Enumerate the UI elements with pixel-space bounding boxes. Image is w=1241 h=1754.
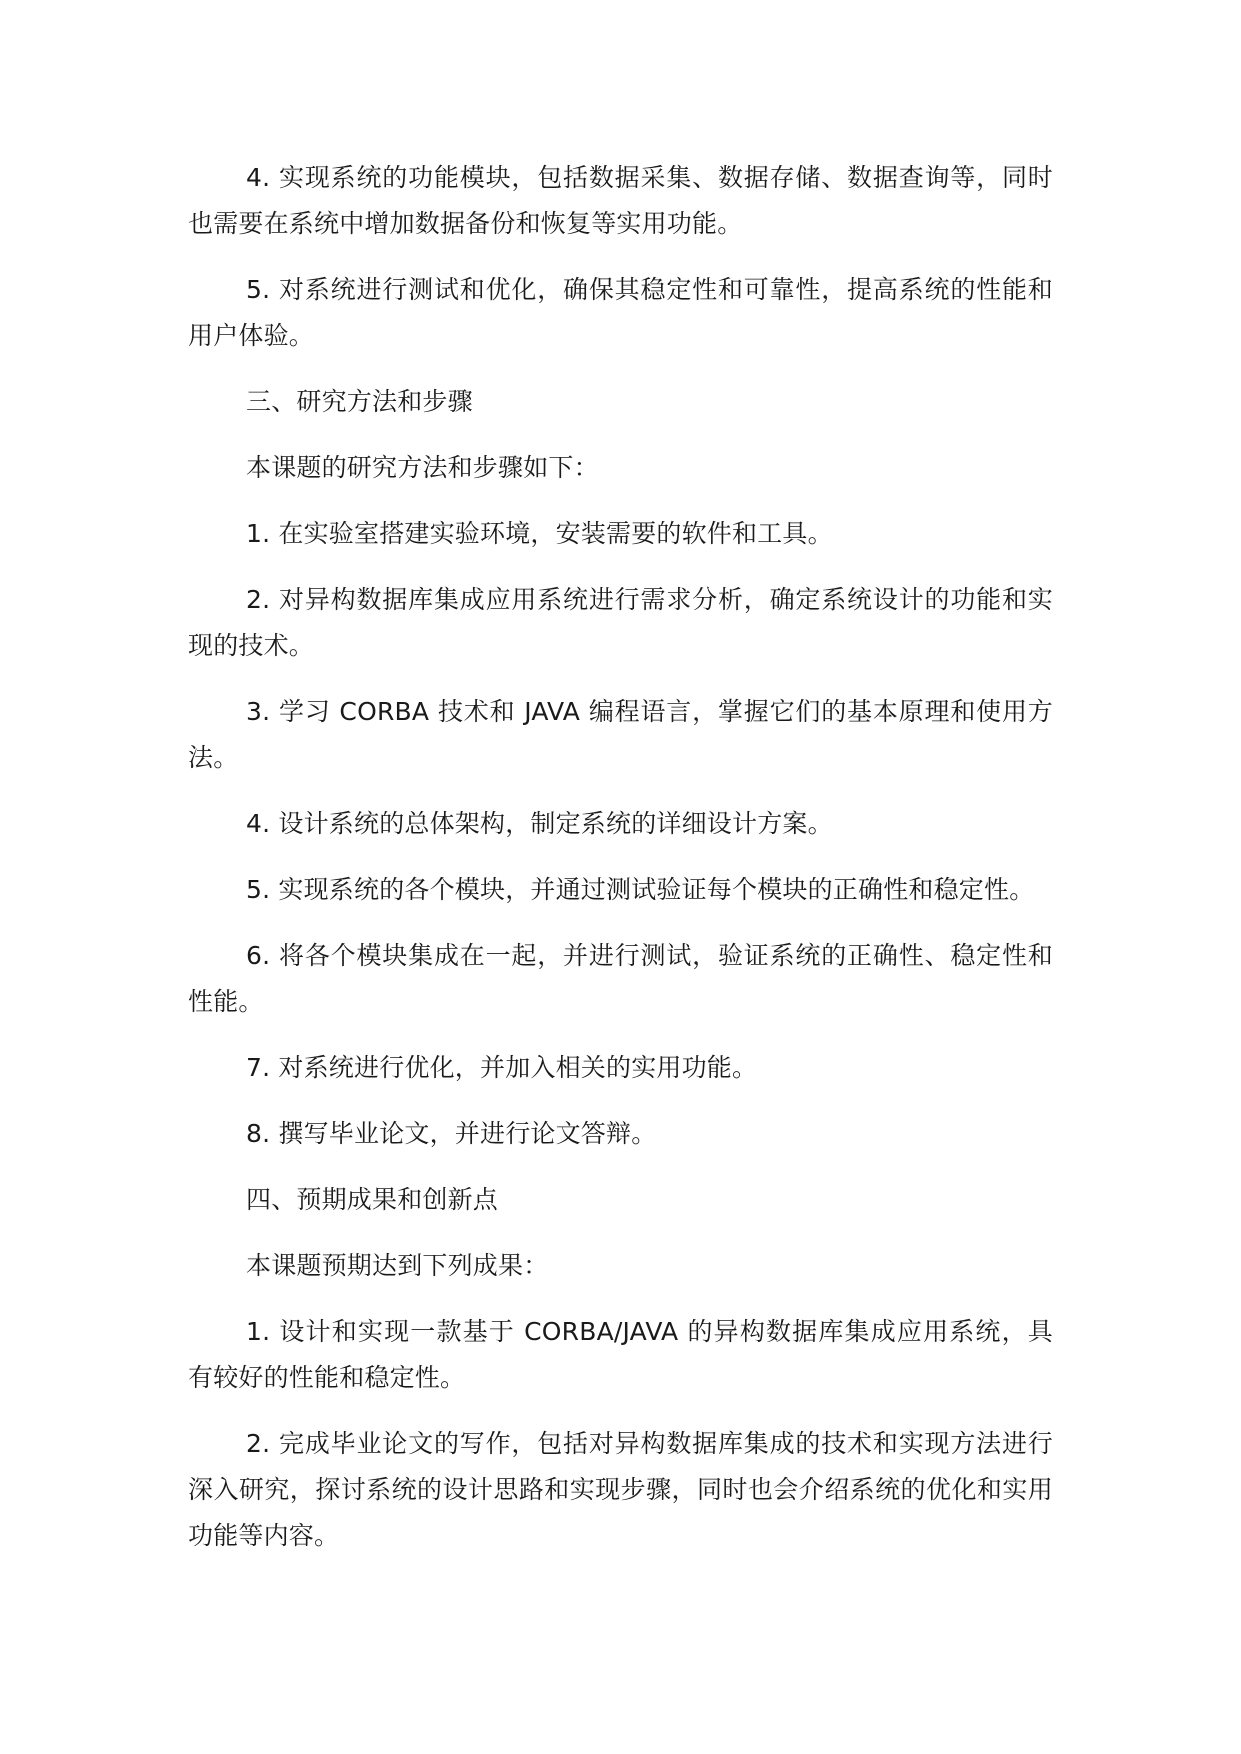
list-item: 2. 完成毕业论文的写作，包括对异构数据库集成的技术和实现方法进行深入研究，探讨系统的设计思路和实现步骤，同时也会介绍系统的优化和实用功能等内容。 — [188, 1429, 1053, 1550]
section-heading: 三、研究方法和步骤 — [246, 387, 473, 416]
list-item: 1. 在实验室搭建实验环境，安装需要的软件和工具。 — [246, 519, 833, 548]
paragraph: 本课题的研究方法和步骤如下： — [246, 453, 599, 482]
document-body — [188, 155, 1053, 1579]
section-heading: 四、预期成果和创新点 — [246, 1185, 499, 1214]
paragraph: 本课题预期达到下列成果： — [246, 1251, 549, 1280]
list-item: 8. 撰写毕业论文，并进行论文答辩。 — [246, 1119, 657, 1148]
list-item: 7. 对系统进行优化，并加入相关的实用功能。 — [246, 1053, 758, 1082]
list-item: 5. 实现系统的各个模块，并通过测试验证每个模块的正确性和稳定性。 — [246, 875, 1035, 904]
list-item: 4. 设计系统的总体架构，制定系统的详细设计方案。 — [246, 809, 833, 838]
paragraph: 5. 对系统进行测试和优化，确保其稳定性和可靠性，提高系统的性能和用户体验。 — [188, 275, 1053, 350]
list-item: 6. 将各个模块集成在一起，并进行测试，验证系统的正确性、稳定性和性能。 — [188, 941, 1053, 1016]
paragraph: 4. 实现系统的功能模块，包括数据采集、数据存储、数据查询等，同时也需要在系统中增加数据备份和恢复等实用功能。 — [188, 163, 1053, 238]
list-item: 2. 对异构数据库集成应用系统进行需求分析，确定系统设计的功能和实现的技术。 — [188, 585, 1053, 660]
list-item: 3. 学习 CORBA 技术和 JAVA 编程语言，掌握它们的基本原理和使用方法。 — [188, 697, 1053, 772]
list-item: 1. 设计和实现一款基于 CORBA/JAVA 的异构数据库集成应用系统，具有较好的性能和稳定性。 — [188, 1317, 1053, 1392]
